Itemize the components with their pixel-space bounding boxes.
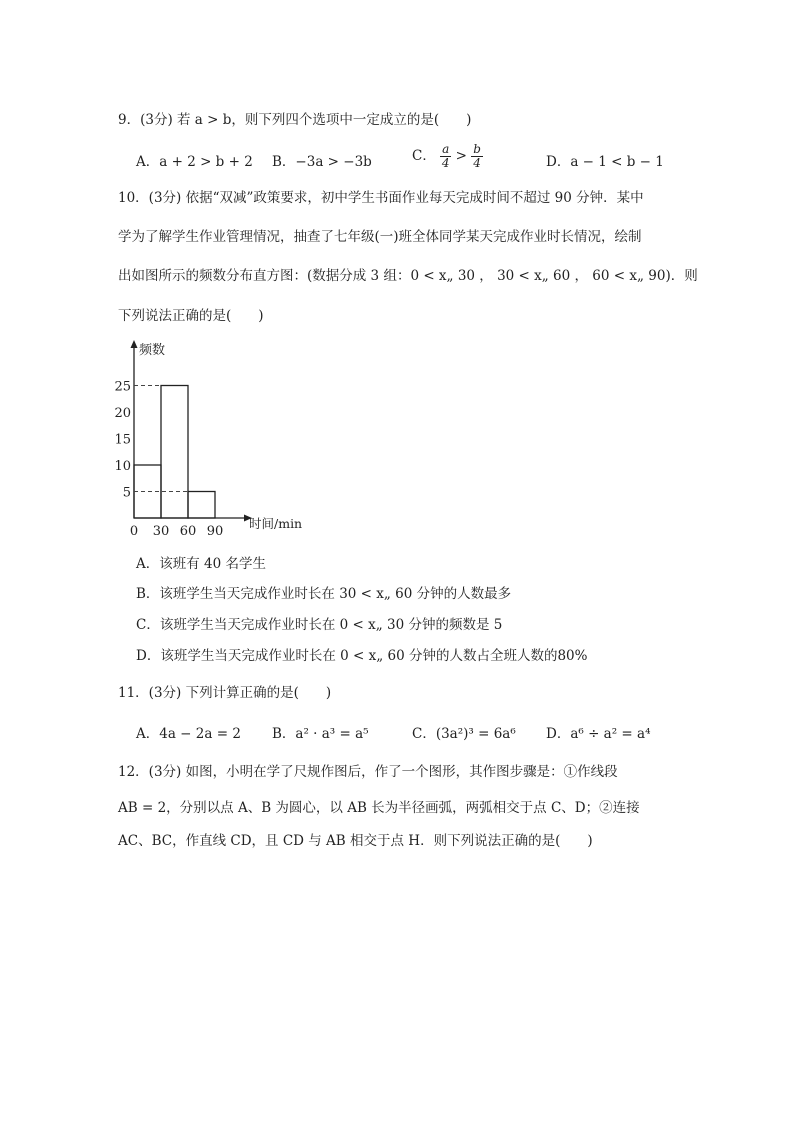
q10-option-b: B．该班学生当天完成作业时长在 30 < x„ 60 分钟的人数最多	[136, 586, 512, 602]
q9-option-c	[412, 143, 483, 170]
q12-line-1: 12．(3分) 如图，小明在学了尺规作图后，作了一个图形，其作图步骤是：①作线段	[118, 764, 618, 780]
q9-c-gt: >	[455, 148, 467, 164]
x-axis-label: 时间/min	[249, 516, 303, 531]
histogram-chart	[110, 338, 310, 538]
q11-option-c: C．(3a²)³ = 6a⁶	[412, 726, 516, 742]
q10-option-a: A．该班有 40 名学生	[136, 556, 267, 572]
y-tick-label: 20	[114, 406, 131, 421]
x-tick-label: 90	[206, 524, 224, 538]
x-tick-label: 60	[179, 524, 197, 538]
q9-c-num1: a	[442, 142, 450, 156]
q9-c-frac-left	[440, 143, 451, 170]
y-axis-label: 频数	[139, 343, 166, 358]
q10-option-c: C．该班学生当天完成作业时长在 0 < x„ 30 分钟的频数是 5	[136, 617, 503, 633]
x-tick-label: 0	[129, 524, 139, 538]
q10-line-2: 学为了解学生作业管理情况，抽查了七年级(一)班全体同学某天完成作业时长情况，绘制	[118, 229, 642, 245]
q9-option-c-label: C．	[412, 148, 436, 164]
q9-c-frac-right	[471, 143, 483, 170]
q9-option-a: A．a + 2 > b + 2	[136, 154, 253, 170]
q9-option-b: B．−3a > −3b	[272, 154, 372, 170]
q9-stem: 9．(3分) 若 a > b，则下列四个选项中一定成立的是( )	[118, 112, 472, 128]
q10-line-3: 出如图所示的频数分布直方图：(数据分成 3 组：0 < x„ 30 ， 30 < x„ 60 ， 60 < x„ 90)．则	[118, 268, 698, 284]
y-tick-label: 10	[114, 459, 131, 474]
x-tick-label: 30	[152, 524, 170, 538]
q12-line-2: AB = 2，分别以点 A、B 为圆心，以 AB 长为半径画弧，两弧相交于点 C、D；②连接	[118, 800, 640, 816]
y-tick-label: 25	[114, 379, 131, 395]
histogram-bar	[161, 386, 188, 519]
q10-option-d: D．该班学生当天完成作业时长在 0 < x„ 60 分钟的人数占全班人数的80%	[136, 648, 588, 664]
q9-c-num2: b	[473, 142, 481, 156]
q9-option-d: D．a − 1 < b − 1	[546, 154, 664, 170]
q11-option-d: D．a⁶ ÷ a² = a⁴	[546, 726, 651, 742]
q9-c-den2: 4	[473, 156, 481, 170]
y-axis-arrow	[131, 340, 138, 348]
q11-option-a: A．4a − 2a = 2	[136, 726, 241, 742]
histogram-bar	[188, 492, 215, 519]
y-tick-label: 5	[122, 485, 131, 501]
q11-stem: 11．(3分) 下列计算正确的是( )	[118, 685, 332, 701]
q12-line-3: AC、BC，作直线 CD，且 CD 与 AB 相交于点 H．则下列说法正确的是( )	[118, 833, 593, 849]
q10-line-1: 10．(3分) 依据“双减”政策要求，初中学生书面作业每天完成时间不超过 90 分钟．某中	[118, 190, 644, 206]
y-tick-label: 15	[114, 432, 131, 448]
q9-c-den1: 4	[441, 156, 450, 170]
q11-option-b: B．a² · a³ = a⁵	[272, 726, 369, 742]
q10-line-4: 下列说法正确的是( )	[118, 308, 264, 324]
